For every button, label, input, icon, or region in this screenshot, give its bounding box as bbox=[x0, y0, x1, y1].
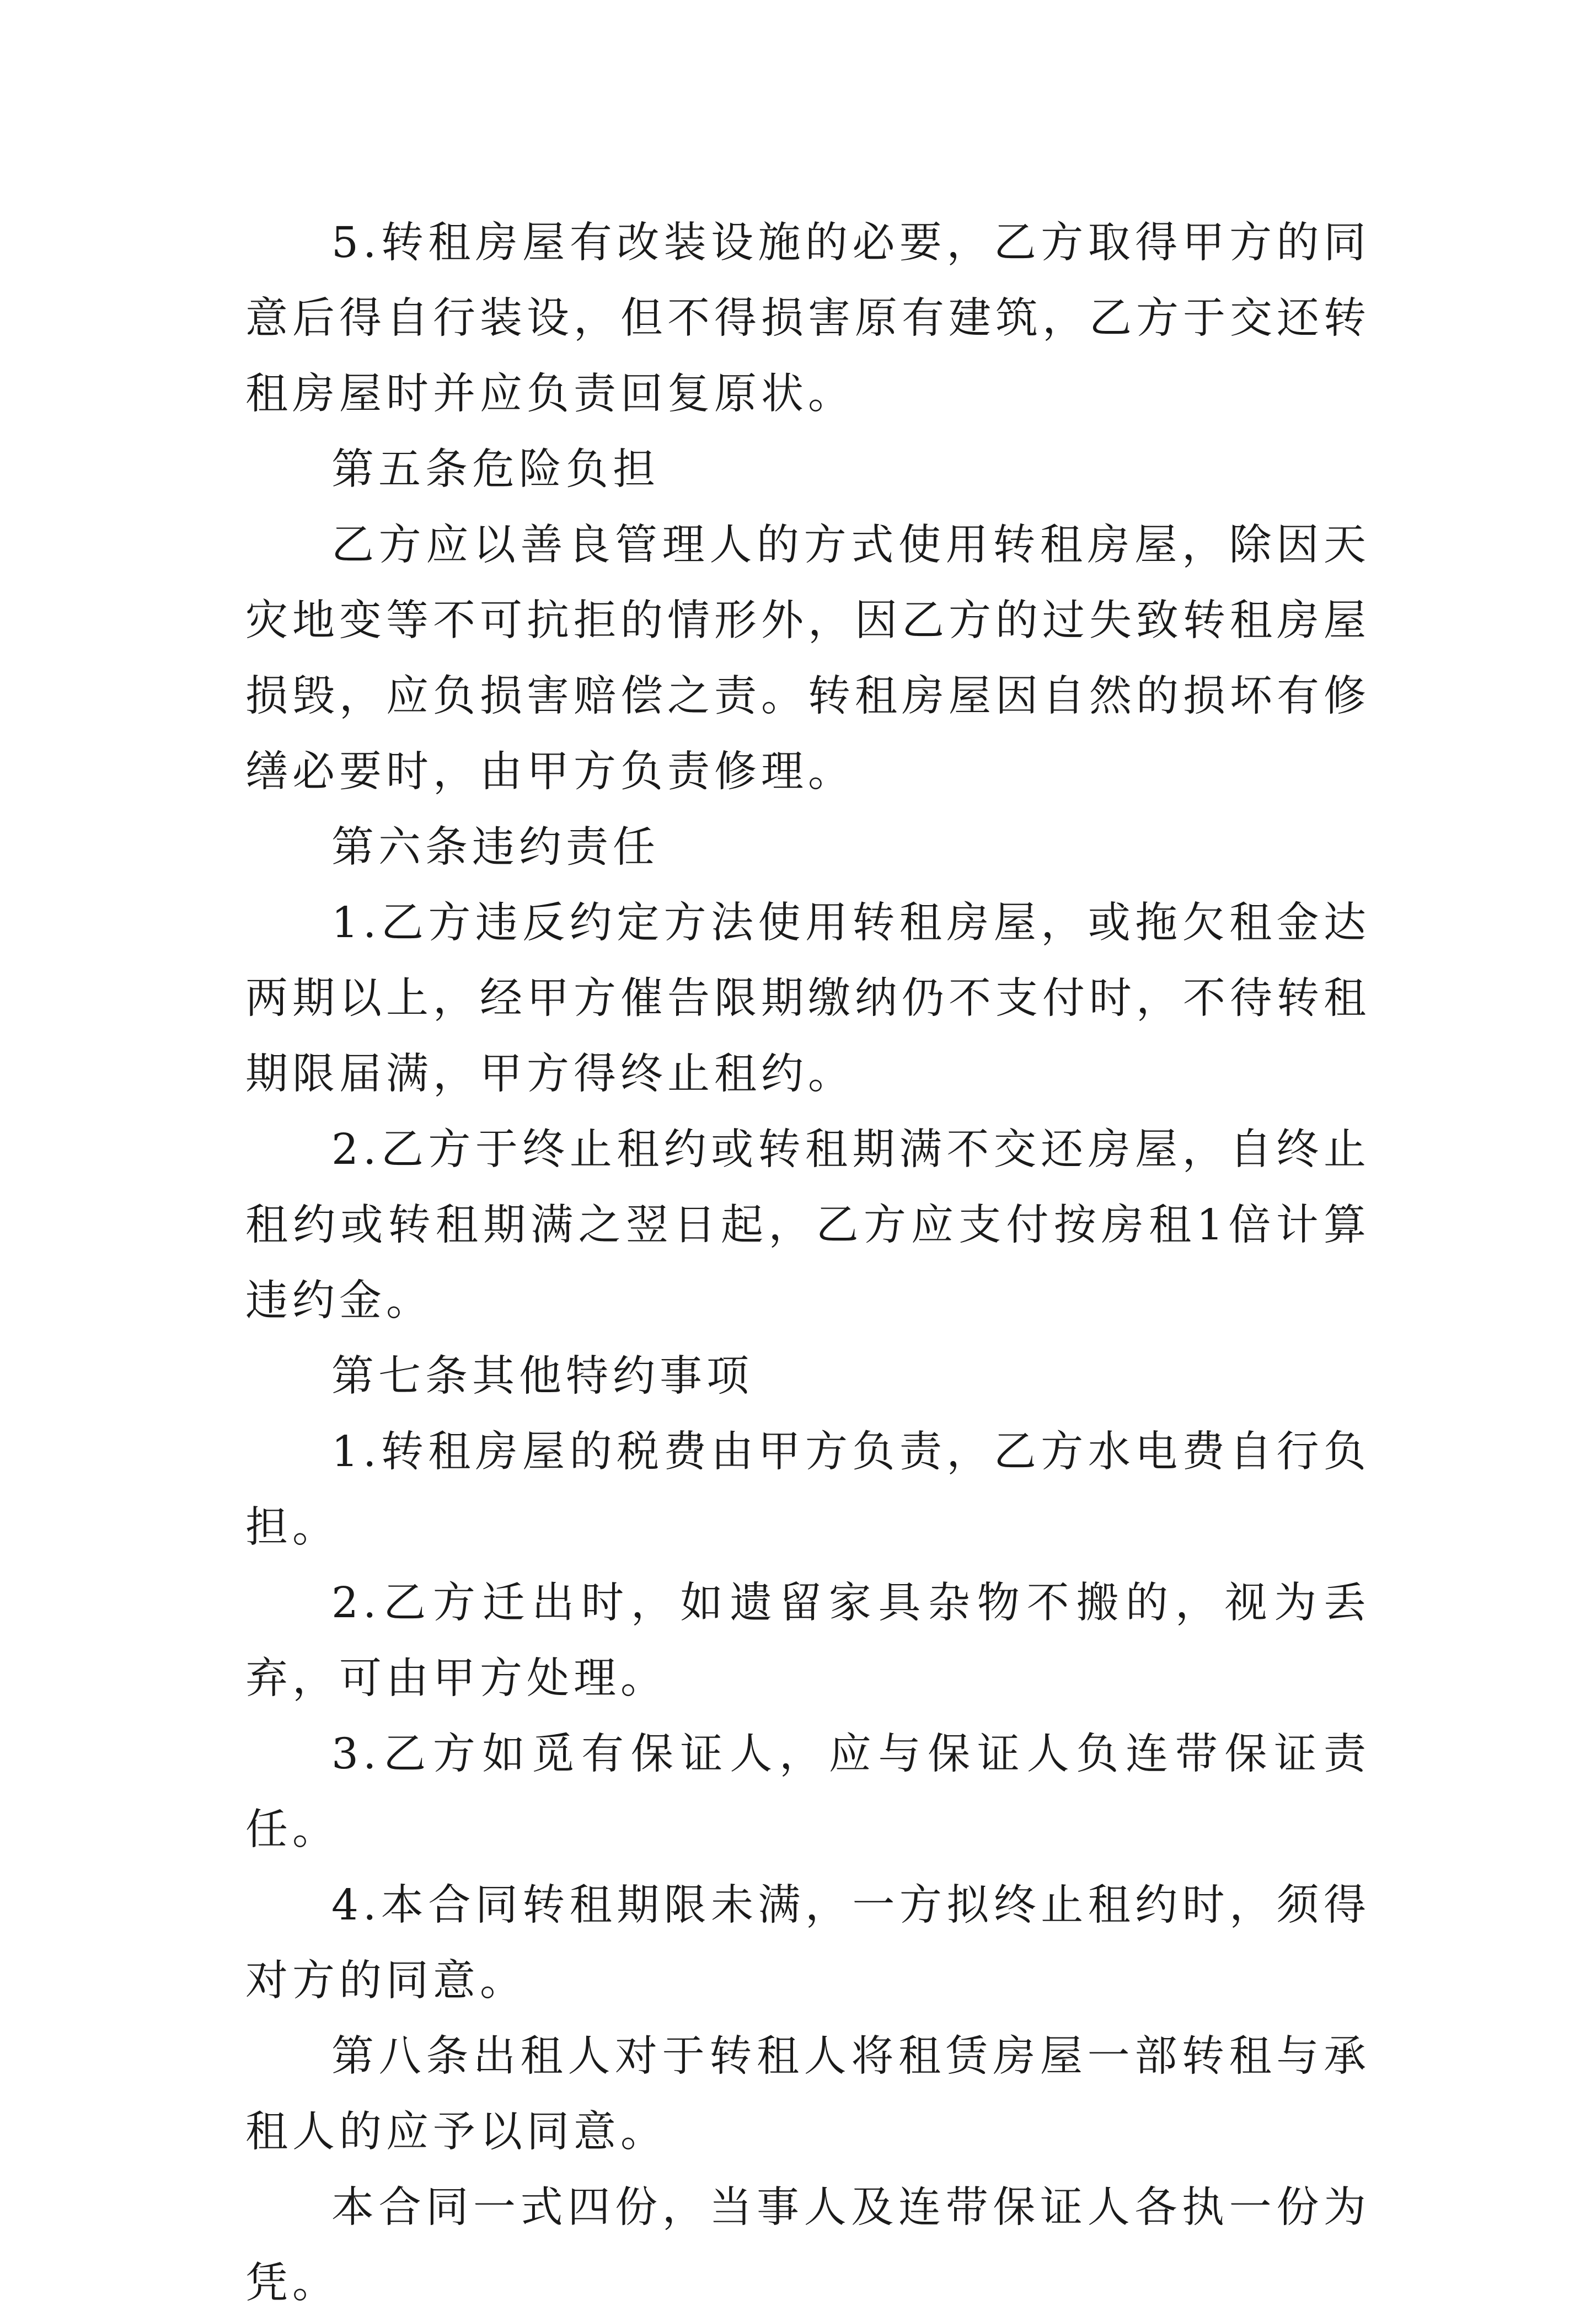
article-7-clause-2: 2.乙方迁出时，如遗留家具杂物不搬的，视为丢弃，可由甲方处理。 bbox=[245, 1579, 1370, 1703]
article-7-clause-3: 3.乙方如觅有保证人，应与保证人负连带保证责任。 bbox=[245, 1730, 1370, 1854]
article-5-body: 乙方应以善良管理人的方式使用转租房屋，除因天灾地变等不可抗拒的情形外，因乙方的过失致转租房屋损毁，应负损害赔偿之责。转租房屋因自然的损坏有修缮必要时，由甲方负责修理。 bbox=[245, 521, 1370, 796]
article-6-clause-1: 1.乙方违反约定方法使用转租房屋，或拖欠租金达两期以上，经甲方催告限期缴纳仍不支付时，不待转租期限届满，甲方得终止租约。 bbox=[245, 899, 1370, 1099]
article-6-heading: 第六条违约责任 bbox=[331, 823, 660, 872]
document-body bbox=[245, 205, 1370, 2321]
article-5-heading: 第五条危险负担 bbox=[331, 445, 660, 494]
article-8-body: 第八条出租人对于转租人将租赁房屋一部转租与承租人的应予以同意。 bbox=[245, 2032, 1370, 2157]
article-6-clause-2: 2.乙方于终止租约或转租期满不交还房屋，自终止租约或转租期满之翌日起，乙方应支付按房租1倍计算违约金。 bbox=[245, 1125, 1370, 1325]
article-7-clause-1: 1.转租房屋的税费由甲方负责，乙方水电费自行负担。 bbox=[245, 1427, 1370, 1552]
article-7-clause-4: 4.本合同转租期限未满，一方拟终止租约时，须得对方的同意。 bbox=[245, 1881, 1370, 2006]
copies-statement: 本合同一式四份，当事人及连带保证人各执一份为凭。 bbox=[245, 2183, 1370, 2308]
article-7-heading: 第七条其他特约事项 bbox=[331, 1352, 753, 1401]
clause-5-modification: 5.转租房屋有改装设施的必要，乙方取得甲方的同意后得自行装设，但不得损害原有建筑，乙方于交还转租房屋时并应负责回复原状。 bbox=[245, 218, 1370, 419]
